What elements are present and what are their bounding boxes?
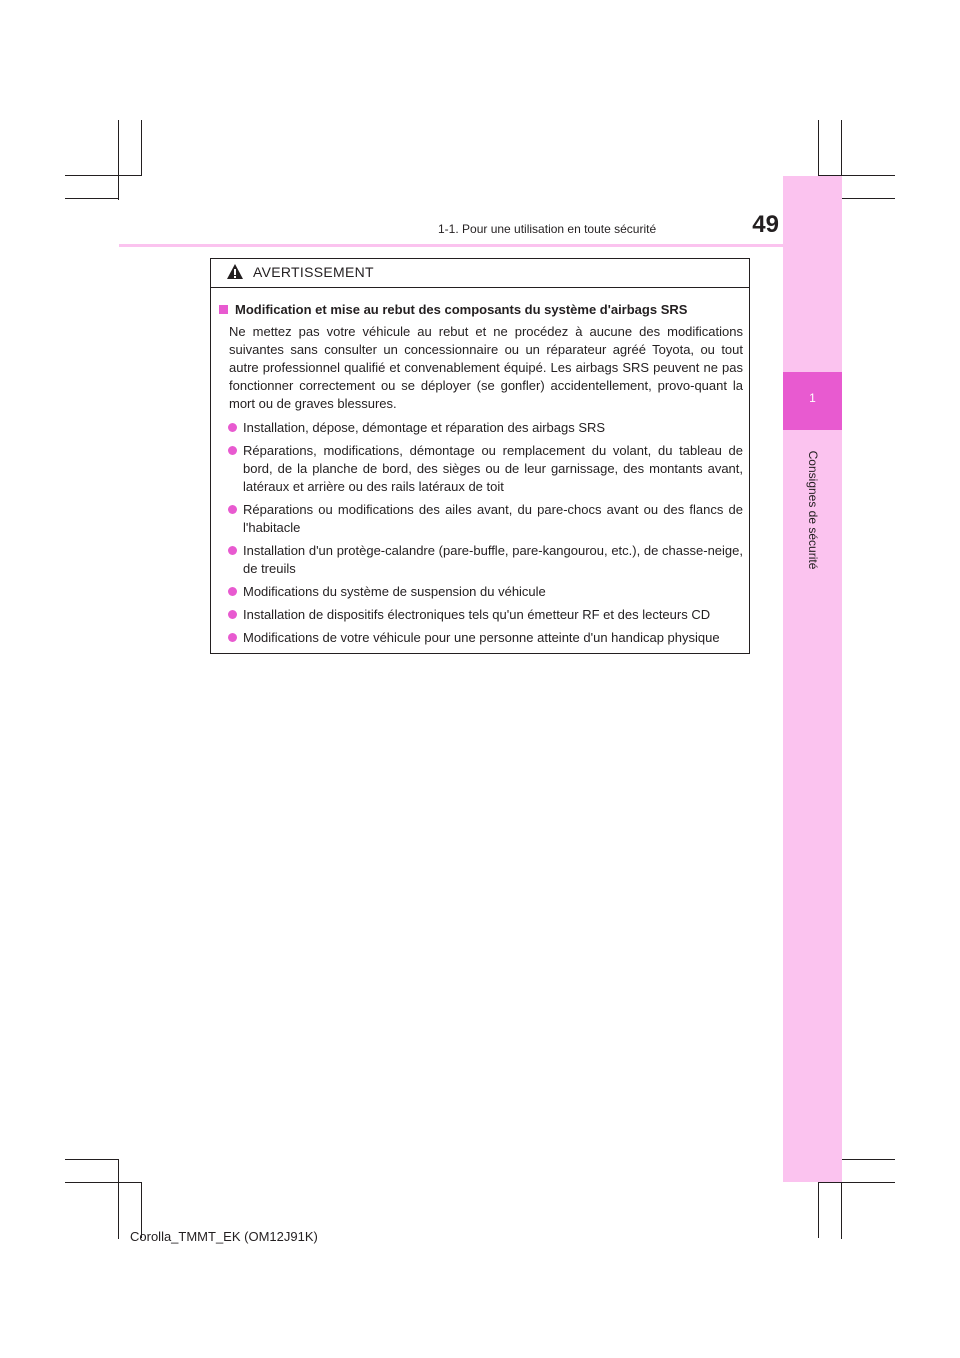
crop-mark xyxy=(65,175,141,176)
crop-mark xyxy=(841,1159,895,1160)
bullet-dot-icon xyxy=(228,610,237,619)
list-item-text: Installation, dépose, démontage et réparation des airbags SRS xyxy=(243,420,606,435)
bullet-dot-icon xyxy=(228,446,237,455)
list-item xyxy=(219,583,743,601)
crop-mark xyxy=(118,120,119,200)
warning-body xyxy=(211,288,749,647)
list-item-text: Réparations ou modifications des ailes avant, du pare-chocs avant ou des flancs de l'habitacle xyxy=(243,502,743,535)
side-tab xyxy=(783,176,842,1182)
list-item-text: Réparations, modifications, démontage ou remplacement du volant, du tableau de bord, de la planche de bord, des sièges ou de leur garnissage, des montants avant, latéraux et arrière ou des rails latéraux de toit xyxy=(243,443,743,494)
list-item-text: Installation de dispositifs électroniques tels qu'un émetteur RF et des lecteurs CD xyxy=(243,607,711,622)
crop-mark xyxy=(841,120,842,176)
crop-mark xyxy=(841,198,895,199)
bullet-dot-icon xyxy=(228,423,237,432)
list-item xyxy=(219,501,743,537)
crop-mark xyxy=(65,1182,141,1183)
page-number: 49 xyxy=(752,211,779,238)
header-rule xyxy=(119,244,842,247)
square-bullet-icon xyxy=(219,305,228,314)
warning-box xyxy=(210,258,750,654)
list-item-text: Modifications de votre véhicule pour une personne atteinte d'un handicap physique xyxy=(243,630,720,645)
crop-mark xyxy=(65,1159,119,1160)
warning-header xyxy=(211,259,749,288)
list-item xyxy=(219,542,743,578)
list-item xyxy=(219,442,743,496)
crop-mark xyxy=(65,198,119,199)
list-item-text: Modifications du système de suspension du véhicule xyxy=(243,584,546,599)
list-item-text: Installation d'un protège-calandre (pare-buffle, pare-kangourou, etc.), de chasse-neige, de treuils xyxy=(243,543,743,576)
list-item xyxy=(219,606,743,624)
bullet-dot-icon xyxy=(228,546,237,555)
intro-paragraph: Ne mettez pas votre véhicule au rebut et ne procédez à aucune des modifications suivantes sans consulter un concessionnaire ou un réparateur agréé Toyota, ou tout autre professionnel qualifié et convenablement équipé. Les airbags SRS peuvent ne pas fonctionner correctement ou se déployer (se gonfler) accidentellement, provo-quant la mort ou de graves blessures. xyxy=(229,324,743,411)
crop-mark xyxy=(118,1159,119,1239)
list-item xyxy=(219,629,743,647)
running-head: 1-1. Pour une utilisation en toute sécurité xyxy=(438,222,657,236)
bullet-dot-icon xyxy=(228,587,237,596)
chapter-title: Consignes de sécurité xyxy=(806,450,820,570)
section-title-text: Modification et mise au rebut des composants du système d'airbags SRS xyxy=(235,302,688,317)
footer-text: Corolla_TMMT_EK (OM12J91K) xyxy=(130,1229,318,1244)
bullet-dot-icon xyxy=(228,505,237,514)
crop-mark xyxy=(818,1182,895,1183)
crop-mark xyxy=(141,120,142,176)
warning-triangle-icon xyxy=(226,263,244,281)
bullet-dot-icon xyxy=(228,633,237,642)
crop-mark xyxy=(818,1182,819,1238)
chapter-number: 1 xyxy=(809,391,816,405)
list-item xyxy=(219,419,743,437)
warning-title: AVERTISSEMENT xyxy=(253,264,374,280)
section-title xyxy=(219,301,743,319)
